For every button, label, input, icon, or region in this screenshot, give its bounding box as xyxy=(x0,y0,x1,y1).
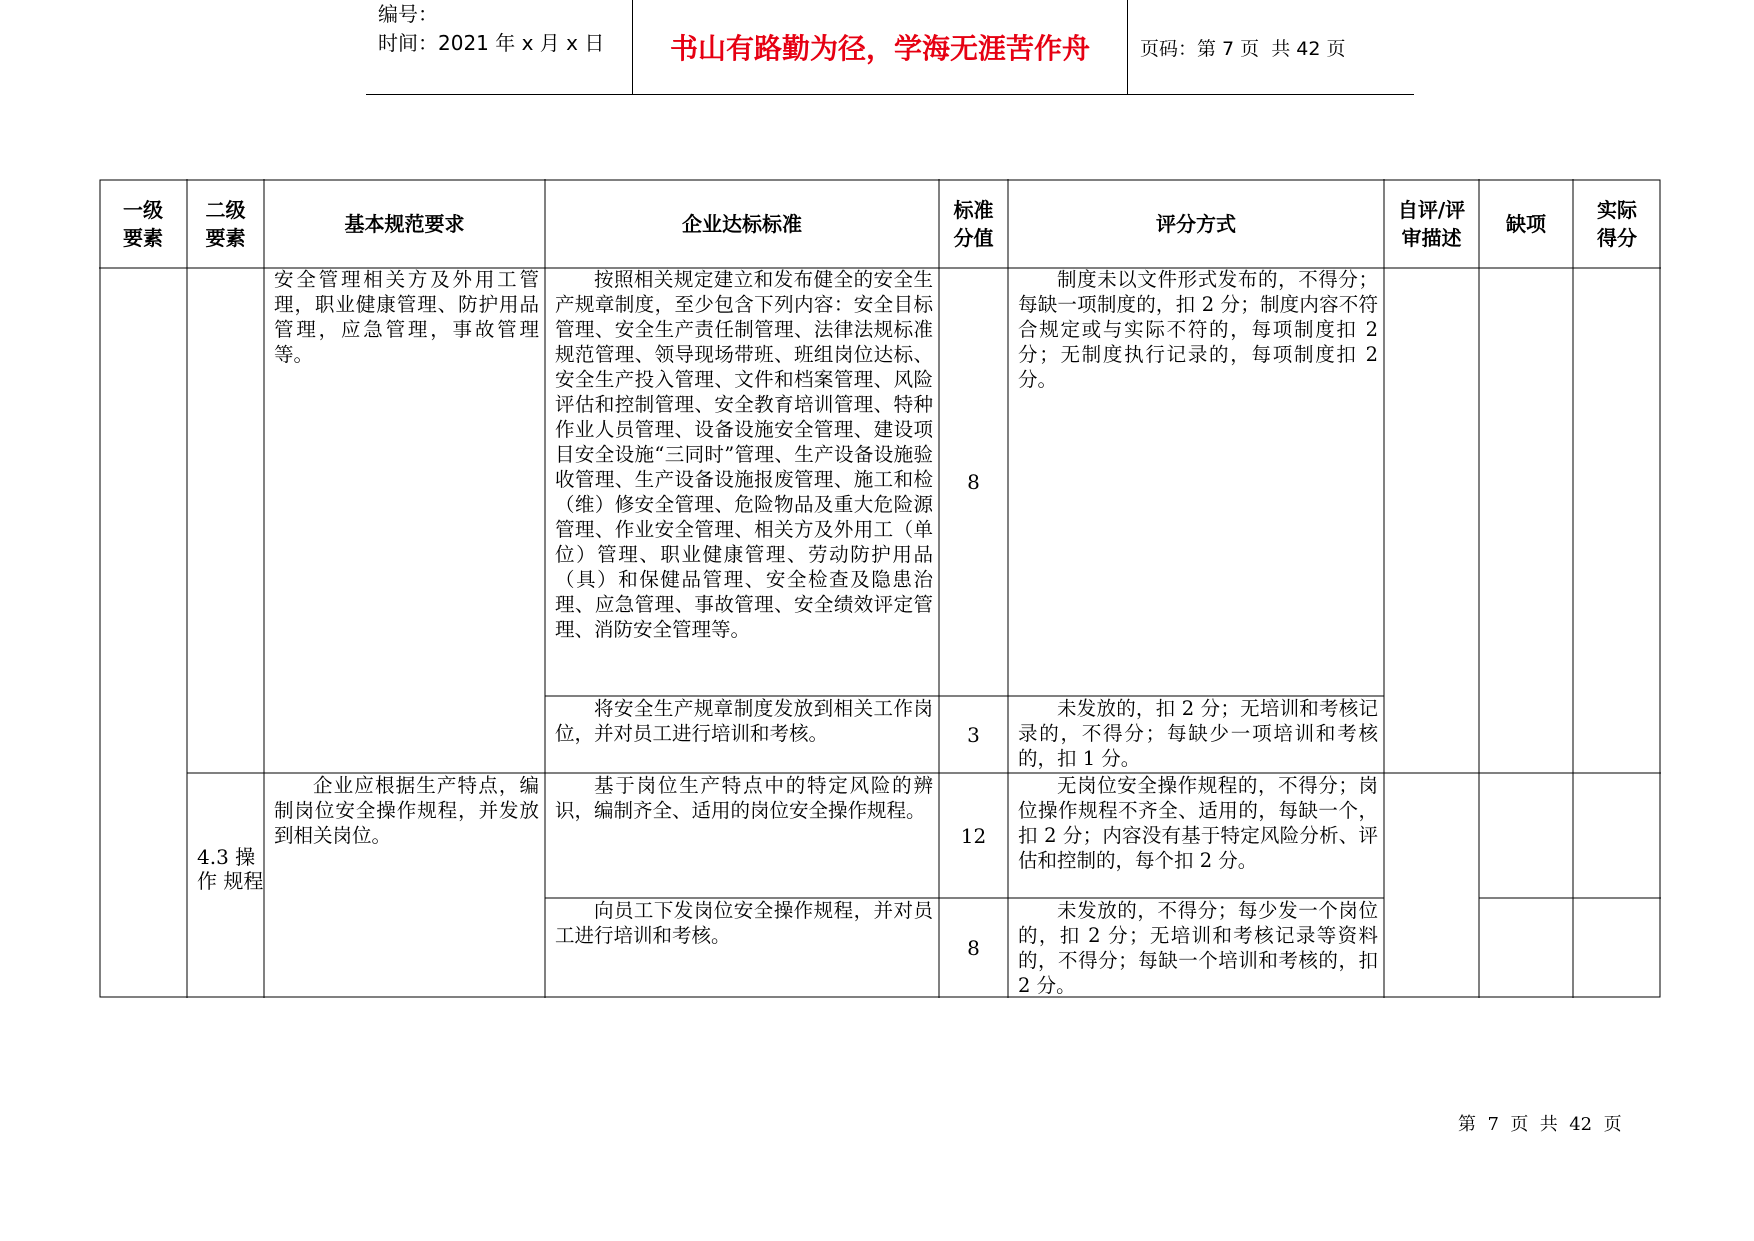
col-header-enterprise-standard: 企业达标标准 xyxy=(682,211,802,236)
page-header xyxy=(366,0,1414,95)
standards-table xyxy=(99,179,1661,998)
col-header-level2: 二级要素 xyxy=(205,197,246,250)
standard-score-cell: 12 xyxy=(960,823,987,848)
col-header-level1: 一级要素 xyxy=(123,197,163,250)
col-header-self-evaluation: 自评/评审描述 xyxy=(1397,197,1466,250)
page-footer: 第 7 页 共 42 页 xyxy=(1458,1114,1622,1135)
header-motto: 书山有路勤为径，学海无涯苦作舟 xyxy=(669,32,1090,65)
scoring-method-cell: 制度未以文件形式发布的，不得分；每缺一项制度的，扣 2 分；制度内容不符合规定或与实际不符的，每项制度扣 2 分；无制度执行记录的，每项制度扣 2 分。 xyxy=(1018,268,1378,391)
enterprise-standard-cell: 向员工下发岗位安全操作规程，并对员工进行培训和考核。 xyxy=(555,899,933,947)
col-header-missing-items: 缺项 xyxy=(1506,211,1546,236)
enterprise-standard-cell: 将安全生产规章制度发放到相关工作岗位，并对员工进行培训和考核。 xyxy=(555,697,933,745)
header-divider xyxy=(1127,0,1128,94)
col-header-standard-score: 标准分值 xyxy=(953,197,994,250)
col-header-scoring-method: 评分方式 xyxy=(1156,211,1236,236)
standard-score-cell: 8 xyxy=(967,936,980,960)
enterprise-standard-cell: 基于岗位生产特点中的特定风险的辨识，编制齐全、适用的岗位安全操作规程。 xyxy=(555,774,933,822)
standard-score-cell: 8 xyxy=(967,469,980,494)
basic-requirement-cell: 安全管理相关方及外用工管理，职业健康管理、防护用品管理，应急管理，事故管理等。 xyxy=(274,268,539,366)
col-header-actual-score: 实际得分 xyxy=(1597,197,1637,250)
scoring-method-cell: 未发放的，扣 2 分；无培训和考核记录的，不得分；每缺少一项培训和考核的，扣 1 分。 xyxy=(1018,697,1378,770)
document-date-label: 时间：2021 年 x 月 x 日 xyxy=(378,31,605,55)
basic-requirement-cell: 企业应根据生产特点，编制岗位安全操作规程，并发放到相关岗位。 xyxy=(274,774,539,847)
header-page-info: 页码：第 7 页 共 42 页 xyxy=(1140,37,1346,60)
scoring-method-cell: 无岗位安全操作规程的，不得分；岗位操作规程不齐全、适用的，每缺一个，扣 2 分；内容没有基于特定风险分析、评估和控制的，每个扣 2 分。 xyxy=(1018,774,1378,872)
standard-score-cell: 3 xyxy=(967,722,980,747)
scoring-method-cell: 未发放的，不得分；每少发一个岗位的，扣 2 分；无培训和考核记录等资料的，不得分；每缺一个培训和考核的，扣 2 分。 xyxy=(1018,899,1378,997)
section-4-3-label: 4.3 操 作 规程 xyxy=(197,845,264,893)
enterprise-standard-cell: 按照相关规定建立和发布健全的安全生产规章制度，至少包含下列内容：安全目标管理、安全生产责任制管理、法律法规标准规范管理、领导现场带班、班组岗位达标、安全生产投入管理、文件和档案管理、风险评估和控制管理、安全教育培训管理、特种作业人员管理、设备设施安全管理、建设项目安全设施“三同时”管理、生产设备设施验收管理、生产设备设施报废管理、施工和检（维）修安全管理、危险物品及重大危险源管理、作业安全管理、相关方及外用工（单位）管理、职业健康管理、劳动防护用品（具）和保健品管理、安全检查及隐患治理、应急管理、事故管理、安全绩效评定管理、消防安全管理等。 xyxy=(555,268,933,641)
col-header-basic-requirements: 基本规范要求 xyxy=(344,211,465,236)
header-left xyxy=(378,0,628,58)
document-number-label: 编号： xyxy=(378,2,438,26)
